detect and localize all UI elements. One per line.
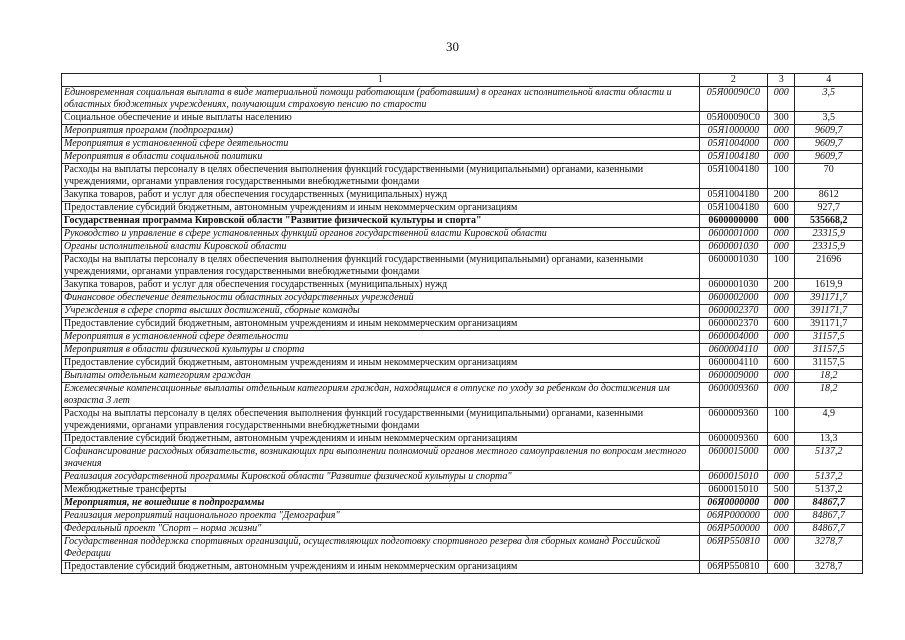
table-row — [62, 189, 863, 202]
row-amount-cell: 535668,2 — [795, 215, 863, 228]
table-row — [62, 433, 863, 446]
table-row — [62, 523, 863, 536]
row-amount-cell: 9609,7 — [795, 138, 863, 151]
row-type-cell: 000 — [768, 344, 795, 357]
row-type-cell: 100 — [768, 254, 795, 279]
row-name-cell: Предоставление субсидий бюджетным, автономным учреждениям и иным некоммерческим организациям — [62, 202, 700, 215]
row-type-cell: 000 — [768, 125, 795, 138]
row-name-cell: Мероприятия, не вошедшие в подпрограммы — [62, 497, 700, 510]
row-code-cell: 05Я00090С0 — [699, 112, 768, 125]
row-code-cell: 0600002370 — [699, 305, 768, 318]
row-type-cell: 000 — [768, 523, 795, 536]
row-amount-cell: 1619,9 — [795, 279, 863, 292]
row-code-cell: 0600015010 — [699, 471, 768, 484]
row-code-cell: 0600009360 — [699, 408, 768, 433]
row-code-cell: 0600001030 — [699, 254, 768, 279]
row-type-cell: 200 — [768, 279, 795, 292]
row-amount-cell: 9609,7 — [795, 151, 863, 164]
row-amount-cell: 391171,7 — [795, 292, 863, 305]
row-name-cell: Реализация мероприятий национального проекта "Демография" — [62, 510, 700, 523]
row-name-cell: Федеральный проект "Спорт – норма жизни" — [62, 523, 700, 536]
row-type-cell: 000 — [768, 536, 795, 561]
table-row — [62, 446, 863, 471]
row-name-cell: Расходы на выплаты персоналу в целях обеспечения выполнения функций государственными (муниципальными) органами, казенными учреждениями, органами управления государственными внебюджетными фондами — [62, 164, 700, 189]
row-type-cell: 600 — [768, 433, 795, 446]
table-row — [62, 138, 863, 151]
row-name-cell: Расходы на выплаты персоналу в целях обеспечения выполнения функций государственными (муниципальными) органами, казенными учреждениями, органами управления государственными внебюджетными фондами — [62, 254, 700, 279]
row-name-cell: Предоставление субсидий бюджетным, автономным учреждениям и иным некоммерческим организациям — [62, 318, 700, 331]
row-type-cell: 100 — [768, 408, 795, 433]
table-row — [62, 561, 863, 574]
row-amount-cell: 31157,5 — [795, 331, 863, 344]
table-row — [62, 357, 863, 370]
row-code-cell: 0600001030 — [699, 279, 768, 292]
table-row — [62, 241, 863, 254]
row-amount-cell: 391171,7 — [795, 318, 863, 331]
row-code-cell: 05Я1004180 — [699, 202, 768, 215]
row-code-cell: 06ЯР550810 — [699, 536, 768, 561]
row-name-cell: Мероприятия в установленной сфере деятельности — [62, 138, 700, 151]
row-name-cell: Предоставление субсидий бюджетным, автономным учреждениям и иным некоммерческим организациям — [62, 561, 700, 574]
row-amount-cell: 70 — [795, 164, 863, 189]
column-header-4: 4 — [795, 74, 863, 87]
row-name-cell: Мероприятия в установленной сфере деятельности — [62, 331, 700, 344]
row-type-cell: 000 — [768, 292, 795, 305]
row-code-cell: 0600001000 — [699, 228, 768, 241]
row-name-cell: Межбюджетные трансферты — [62, 484, 700, 497]
row-code-cell: 0600004110 — [699, 344, 768, 357]
row-amount-cell: 13,3 — [795, 433, 863, 446]
row-amount-cell: 9609,7 — [795, 125, 863, 138]
row-name-cell: Закупка товаров, работ и услуг для обеспечения государственных (муниципальных) нужд — [62, 279, 700, 292]
row-amount-cell: 8612 — [795, 189, 863, 202]
row-code-cell: 05Я1004180 — [699, 164, 768, 189]
table-row — [62, 151, 863, 164]
row-type-cell: 000 — [768, 446, 795, 471]
row-code-cell: 06ЯР550810 — [699, 561, 768, 574]
page-number: 30 — [446, 39, 459, 54]
row-amount-cell: 4,9 — [795, 408, 863, 433]
row-name-cell: Государственная поддержка спортивных организаций, осуществляющих подготовку спортивного резерва для сборных команд Российской Федерации — [62, 536, 700, 561]
row-name-cell: Руководство и управление в сфере установленных функций органов государственной власти Кировской области — [62, 228, 700, 241]
row-code-cell: 0600015000 — [699, 446, 768, 471]
row-type-cell: 000 — [768, 510, 795, 523]
row-name-cell: Расходы на выплаты персоналу в целях обеспечения выполнения функций государственными (муниципальными) органами, казенными учреждениями, органами управления государственными внебюджетными фондами — [62, 408, 700, 433]
row-code-cell: 0600004110 — [699, 357, 768, 370]
row-type-cell: 600 — [768, 318, 795, 331]
row-name-cell: Мероприятия в области физической культуры и спорта — [62, 344, 700, 357]
row-amount-cell: 84867,7 — [795, 497, 863, 510]
row-code-cell: 05Я1004180 — [699, 189, 768, 202]
row-amount-cell: 23315,9 — [795, 228, 863, 241]
table-row — [62, 215, 863, 228]
row-name-cell: Государственная программа Кировской области "Развитие физической культуры и спорта" — [62, 215, 700, 228]
row-type-cell: 600 — [768, 561, 795, 574]
column-header-1: 1 — [62, 74, 700, 87]
row-amount-cell: 84867,7 — [795, 523, 863, 536]
row-amount-cell: 3,5 — [795, 87, 863, 112]
table-row — [62, 125, 863, 138]
row-name-cell: Предоставление субсидий бюджетным, автономным учреждениям и иным некоммерческим организациям — [62, 357, 700, 370]
table-row — [62, 370, 863, 383]
column-header-2: 2 — [699, 74, 768, 87]
row-type-cell: 000 — [768, 305, 795, 318]
row-type-cell: 200 — [768, 189, 795, 202]
row-amount-cell: 391171,7 — [795, 305, 863, 318]
table-row — [62, 484, 863, 497]
row-type-cell: 000 — [768, 87, 795, 112]
row-type-cell: 300 — [768, 112, 795, 125]
row-name-cell: Финансовое обеспечение деятельности областных государственных учреждений — [62, 292, 700, 305]
row-code-cell: 05Я00090С0 — [699, 87, 768, 112]
budget-table-body — [62, 74, 863, 574]
row-amount-cell: 31157,5 — [795, 344, 863, 357]
table-row — [62, 305, 863, 318]
row-type-cell: 500 — [768, 484, 795, 497]
row-code-cell: 0600002370 — [699, 318, 768, 331]
row-code-cell: 0600009000 — [699, 370, 768, 383]
table-row — [62, 408, 863, 433]
row-type-cell: 000 — [768, 383, 795, 408]
row-amount-cell: 18,2 — [795, 383, 863, 408]
table-header-row — [62, 74, 863, 87]
row-type-cell: 000 — [768, 228, 795, 241]
budget-table — [61, 73, 863, 574]
table-row — [62, 254, 863, 279]
row-amount-cell: 23315,9 — [795, 241, 863, 254]
row-amount-cell: 927,7 — [795, 202, 863, 215]
row-code-cell: 06ЯР500000 — [699, 523, 768, 536]
row-type-cell: 000 — [768, 370, 795, 383]
row-code-cell: 05Я1004180 — [699, 151, 768, 164]
row-type-cell: 100 — [768, 164, 795, 189]
row-amount-cell: 3278,7 — [795, 536, 863, 561]
row-type-cell: 000 — [768, 215, 795, 228]
row-type-cell: 600 — [768, 357, 795, 370]
table-row — [62, 497, 863, 510]
row-code-cell: 05Я1004000 — [699, 138, 768, 151]
row-amount-cell: 21696 — [795, 254, 863, 279]
table-row — [62, 112, 863, 125]
row-name-cell: Мероприятия в области социальной политики — [62, 151, 700, 164]
row-name-cell: Единовременная социальная выплата в виде материальной помощи работающим (работавшим) в органах исполнительной власти области и областных бюджетных учреждениях, получающим страховую пенсию по старости — [62, 87, 700, 112]
row-type-cell: 000 — [768, 497, 795, 510]
row-code-cell: 06Я0000000 — [699, 497, 768, 510]
row-amount-cell: 3,5 — [795, 112, 863, 125]
row-name-cell: Социальное обеспечение и иные выплаты населению — [62, 112, 700, 125]
row-amount-cell: 84867,7 — [795, 510, 863, 523]
row-name-cell: Предоставление субсидий бюджетным, автономным учреждениям и иным некоммерческим организациям — [62, 433, 700, 446]
row-name-cell: Закупка товаров, работ и услуг для обеспечения государственных (муниципальных) нужд — [62, 189, 700, 202]
row-name-cell: Софинансирование расходных обязательств, возникающих при выполнении полномочий органов местного самоуправления по вопросам местного значения — [62, 446, 700, 471]
row-code-cell: 0600001030 — [699, 241, 768, 254]
table-row — [62, 318, 863, 331]
table-row — [62, 292, 863, 305]
row-type-cell: 000 — [768, 471, 795, 484]
table-row — [62, 510, 863, 523]
row-code-cell: 0600009360 — [699, 383, 768, 408]
row-type-cell: 000 — [768, 151, 795, 164]
row-type-cell: 600 — [768, 202, 795, 215]
row-amount-cell: 31157,5 — [795, 357, 863, 370]
row-amount-cell: 5137,2 — [795, 484, 863, 497]
row-name-cell: Мероприятия программ (подпрограмм) — [62, 125, 700, 138]
row-code-cell: 05Я1000000 — [699, 125, 768, 138]
row-name-cell: Ежемесячные компенсационные выплаты отдельным категориям граждан, находящимся в отпуске по уходу за ребенком до достижения им возраста 3 лет — [62, 383, 700, 408]
row-name-cell: Органы исполнительной власти Кировской области — [62, 241, 700, 254]
row-code-cell: 0600000000 — [699, 215, 768, 228]
row-code-cell: 0600015010 — [699, 484, 768, 497]
row-code-cell: 0600002000 — [699, 292, 768, 305]
table-row — [62, 228, 863, 241]
table-row — [62, 536, 863, 561]
table-row — [62, 279, 863, 292]
row-type-cell: 000 — [768, 241, 795, 254]
row-amount-cell: 18,2 — [795, 370, 863, 383]
row-name-cell: Реализация государственной программы Кировской области "Развитие физической культуры и спорта" — [62, 471, 700, 484]
table-row — [62, 87, 863, 112]
row-code-cell: 0600004000 — [699, 331, 768, 344]
table-row — [62, 331, 863, 344]
row-type-cell: 000 — [768, 138, 795, 151]
table-row — [62, 471, 863, 484]
row-type-cell: 000 — [768, 331, 795, 344]
table-row — [62, 202, 863, 215]
row-code-cell: 06ЯР000000 — [699, 510, 768, 523]
row-amount-cell: 5137,2 — [795, 446, 863, 471]
table-row — [62, 164, 863, 189]
table-row — [62, 383, 863, 408]
row-code-cell: 0600009360 — [699, 433, 768, 446]
row-amount-cell: 3278,7 — [795, 561, 863, 574]
column-header-3: 3 — [768, 74, 795, 87]
row-amount-cell: 5137,2 — [795, 471, 863, 484]
row-name-cell: Учреждения в сфере спорта высших достижений, сборные команды — [62, 305, 700, 318]
table-row — [62, 344, 863, 357]
row-name-cell: Выплаты отдельным категориям граждан — [62, 370, 700, 383]
